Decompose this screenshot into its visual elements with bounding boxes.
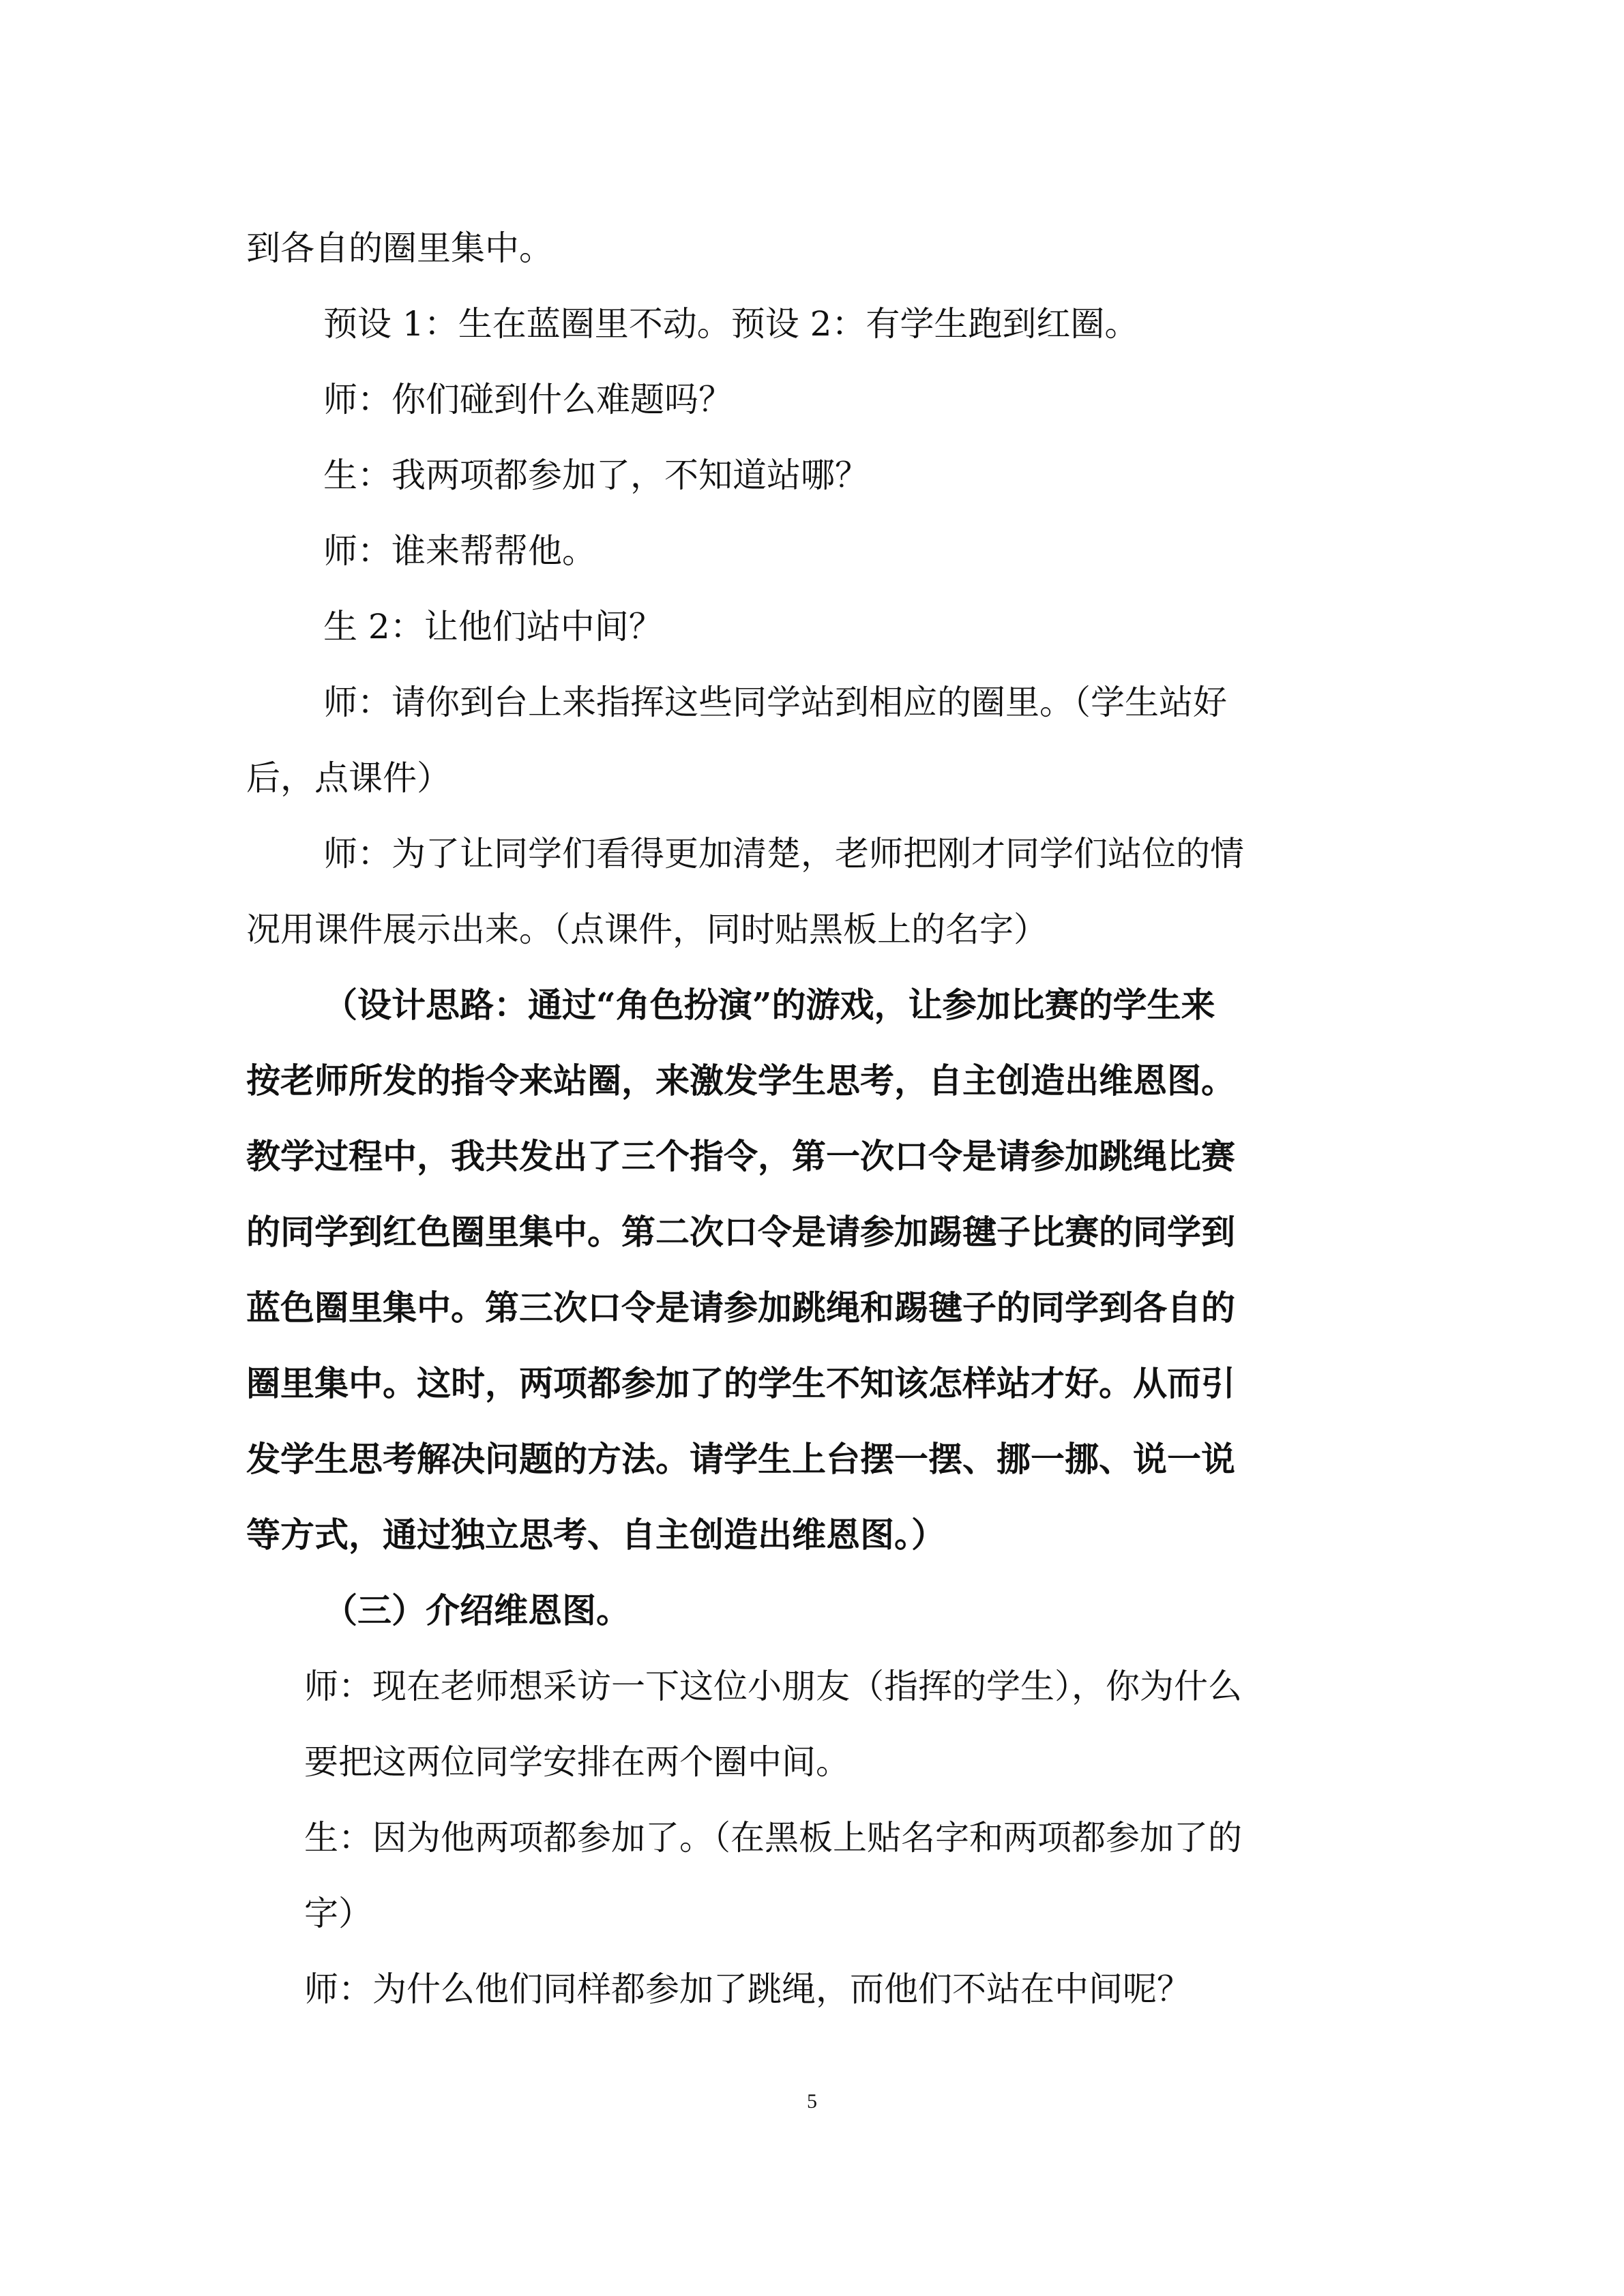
text-line: 师：为什么他们同样都参加了跳绳，而他们不站在中间呢？ bbox=[304, 1969, 1191, 2009]
text-line: 生：我两项都参加了，不知道站哪？ bbox=[323, 456, 869, 495]
text-line: 师：谁来帮帮他。 bbox=[323, 531, 596, 571]
text-line: 字） bbox=[304, 1894, 372, 1933]
text-line: 师：请你到台上来指挥这些同学站到相应的圈里。（学生站好 bbox=[323, 683, 1227, 722]
design-note-line: 等方式，通过独立思考、自主创造出维恩图。） bbox=[246, 1515, 945, 1555]
text-line: 师：你们碰到什么难题吗？ bbox=[323, 380, 733, 419]
text-line: 况用课件展示出来。（点课件，同时贴黑板上的名字） bbox=[246, 910, 1048, 949]
text-line: 师：为了让同学们看得更加清楚，老师把刚才同学们站位的情 bbox=[323, 834, 1244, 874]
design-note-line: 圈里集中。这时，两项都参加了的学生不知该怎样站才好。从而引 bbox=[246, 1363, 1235, 1403]
text-line: 生 2：让他们站中间？ bbox=[323, 607, 663, 646]
text-line: 师：现在老师想采访一下这位小朋友（指挥的学生），你为什么 bbox=[304, 1667, 1242, 1706]
page-number: 5 bbox=[807, 2090, 817, 2113]
design-note-line: 蓝色圈里集中。第三次口令是请参加跳绳和踢毽子的同学到各自的 bbox=[246, 1287, 1235, 1328]
text-line: 生：因为他两项都参加了。（在黑板上贴名字和两项都参加了的 bbox=[304, 1818, 1242, 1858]
design-note-line: 教学过程中，我共发出了三个指令，第一次口令是请参加跳绳比赛 bbox=[246, 1136, 1235, 1176]
text-line: 要把这两位同学安排在两个圈中间。 bbox=[304, 1742, 850, 1782]
design-note-line: （设计思路：通过“角色扮演”的游戏，让参加比赛的学生来 bbox=[323, 985, 1215, 1025]
design-note-line: 发学生思考解决问题的方法。请学生上台摆一摆、挪一挪、说一说 bbox=[246, 1439, 1235, 1479]
section-heading: （三）介绍维恩图。 bbox=[323, 1590, 630, 1630]
design-note-line: 按老师所发的指令来站圈，来激发学生思考，自主创造出维恩图。 bbox=[246, 1060, 1235, 1101]
text-line: 后，点课件） bbox=[246, 758, 451, 798]
design-note-line: 的同学到红色圈里集中。第二次口令是请参加踢毽子比赛的同学到 bbox=[246, 1212, 1235, 1252]
text-line: 预设 1：生在蓝圈里不动。预设 2：有学生跑到红圈。 bbox=[323, 304, 1139, 344]
text-line: 到各自的圈里集中。 bbox=[246, 228, 553, 268]
